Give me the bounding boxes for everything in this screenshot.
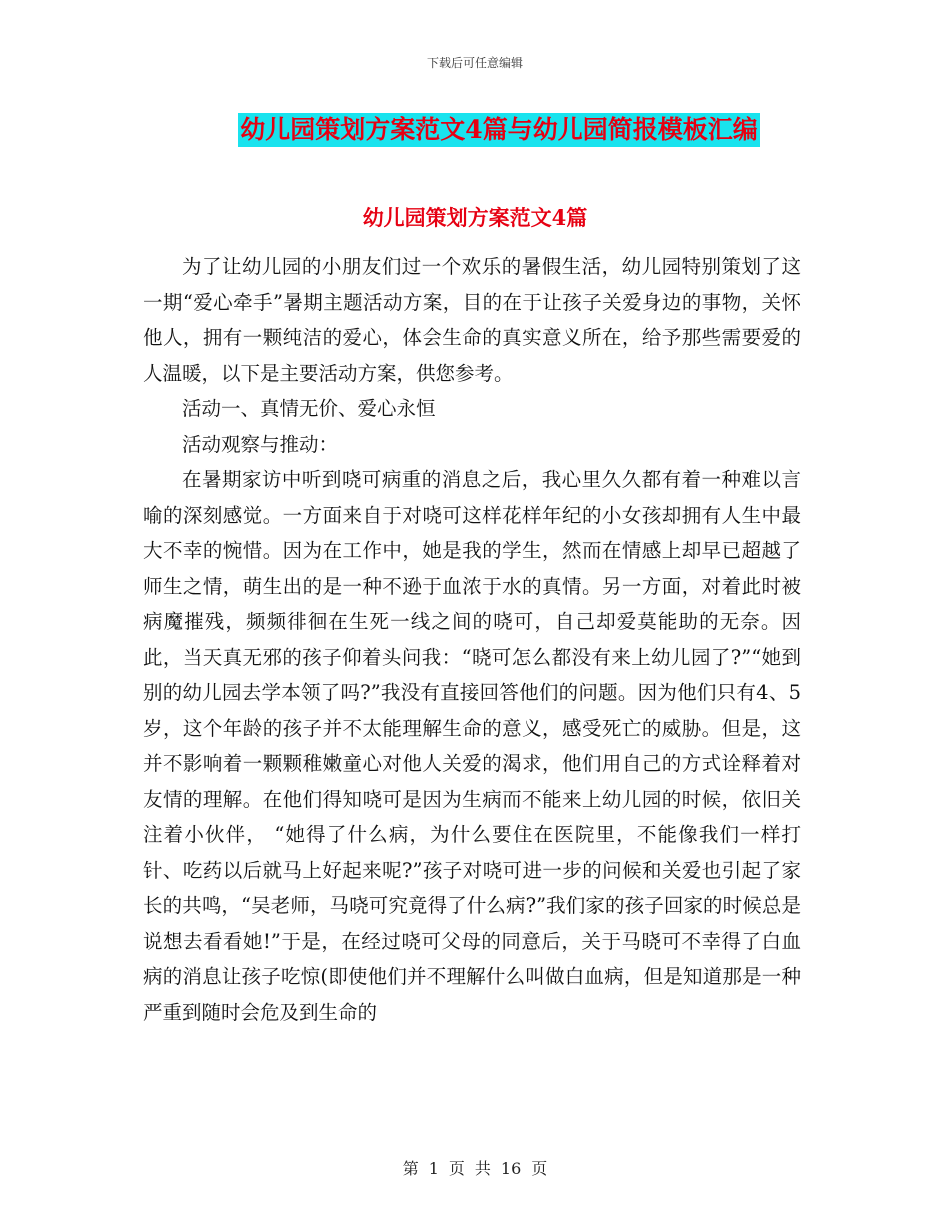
- footer-total-unit: 页: [531, 1159, 548, 1178]
- current-page-number: 1: [428, 1159, 439, 1178]
- document-body: [143, 249, 801, 1030]
- paragraph-story: 在暑期家访中听到哓可病重的消息之后，我心里久久都有着一种难以言喻的深刻感觉。一方面来自于对哓可这样花样年纪的小女孩却拥有人生中最大不幸的惋惜。因为在工作中，她是我的学生，然而在情感上却早已超越了师生之情，萌生出的是一种不逊于血浓于水的真情。另一方面，对着此时被病魔摧残，频频徘徊在生死一线之间的哓可，自己却爱莫能助的无奈。因此，当天真无邪的孩子仰着头问我：“晓可怎么都没有来上幼儿园了?”“她到别的幼儿园去学本领了吗?”我没有直接回答他们的问题。因为他们只有4、5岁，这个年龄的孩子并不太能理解生命的意义，感受死亡的威胁。但是，这并不影响着一颗颗稚嫩童心对他人关爱的渴求，他们用自己的方式诠释着对友情的理解。在他们得知哓可是因为生病而不能来上幼儿园的时候，依旧关注着小伙伴， “她得了什么病，为什么要住在医院里，不能像我们一样打针、吃药以后就马上好起来呢?”孩子对哓可进一步的问候和关爱也引起了家长的共鸣，“吴老师，马哓可究竟得了什么病?”我们家的孩子回家的时候总是说想去看看她!”于是，在经过哓可父母的同意后，关于马晓可不幸得了白血病的消息让孩子吃惊(即使他们并不理解什么叫做白血病，但是知道那是一种严重到随时会危及到生命的: [143, 468, 801, 1024]
- page-footer: [0, 1156, 950, 1179]
- footer-page-unit: 页: [448, 1159, 465, 1178]
- footer-total-prefix: 共: [474, 1159, 491, 1178]
- footer-prefix: 第: [402, 1159, 419, 1178]
- section-title: 幼儿园策划方案范文4篇: [362, 205, 588, 230]
- document-title: 幼儿园策划方案范文4篇与幼儿园简报模板汇编: [238, 113, 759, 147]
- paragraph-activity-heading: 活动一、真情无价、爱心永恒: [182, 397, 436, 420]
- paragraph-observation-heading: 活动观察与推动：: [182, 432, 339, 456]
- header-note: 下载后可任意编辑: [426, 56, 523, 70]
- paragraph-intro: 为了让幼儿园的小朋友们过一个欢乐的暑假生活，幼儿园特别策划了这一期“爱心牵手”暑期主题活动方案，目的在于让孩子关爱身边的事物，关怀他人，拥有一颗纯洁的爱心，体会生命的真实意义所在，给予那些需要爱的人温暖，以下是主要活动方案，供您参考。: [143, 255, 801, 385]
- total-page-count: 16: [500, 1159, 522, 1178]
- main-title-container: [0, 113, 950, 147]
